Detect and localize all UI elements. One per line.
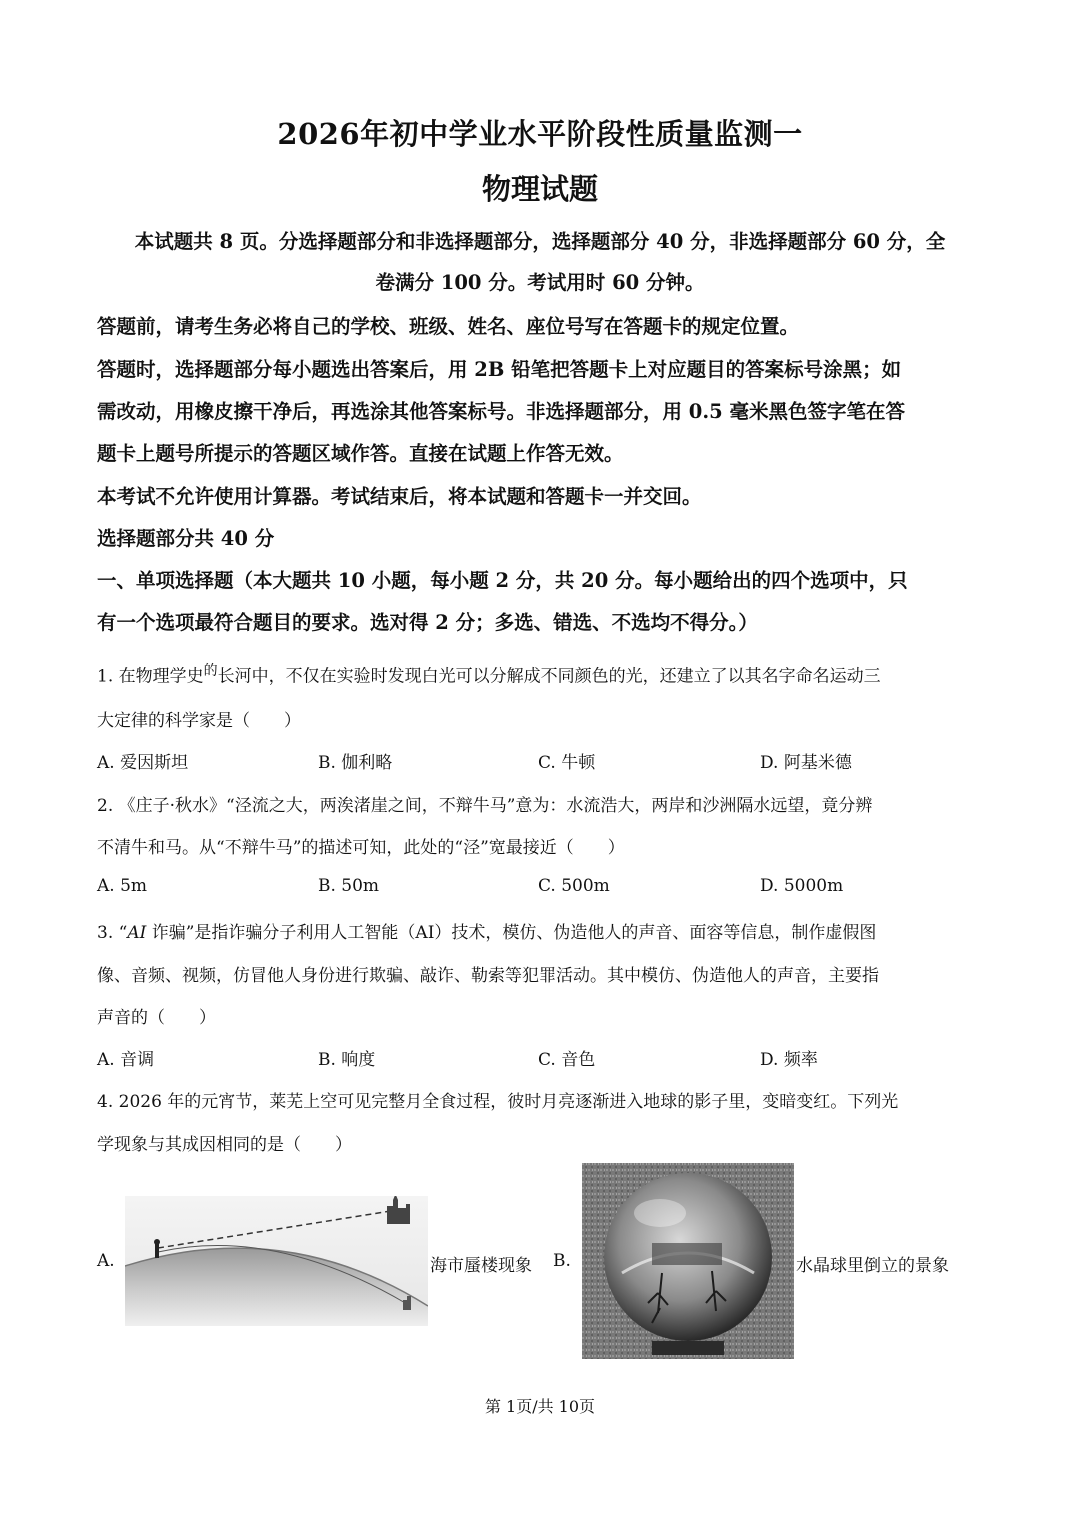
question-3-text-rest: 诈骗”是指诈骗分子利用人工智能（AI）技术，模仿、伪造他人的声音、面容等信息，制作虚假图 — [146, 923, 877, 943]
instructions-line-2: 卷满分 100 分。考试用时 60 分钟。 — [375, 271, 705, 294]
page-footer: 第 1页/共 10页 — [484, 1397, 596, 1416]
question-2-line-1: 2. 《庄子·秋水》“泾流之大，两涘渚崖之间，不辩牛马”意为：水流浩大，两岸和沙洲隔水远望，竟分辨 — [97, 796, 873, 816]
question-3-option-c: C. 音色 — [538, 1050, 596, 1070]
section-label: 选择题部分共 40 分 — [97, 527, 275, 550]
subject-title: 物理试题 — [481, 172, 598, 206]
question-2-option-c: C. 500m — [538, 876, 610, 896]
question-4-line-1: 4. 2026 年的元宵节，莱芜上空可见完整月全食过程，彼时月亮逐渐进入地球的影子里，变暗变红。下列光 — [97, 1092, 899, 1112]
question-1-option-c: C. 牛顿 — [538, 753, 596, 773]
question-4-option-a-label: A. — [97, 1251, 115, 1271]
instructions-line-7: 本考试不允许使用计算器。考试结束后，将本试题和答题卡一并交回。 — [97, 485, 702, 508]
question-1-option-a: A. 爱因斯坦 — [97, 753, 189, 773]
instructions-line-4: 答题时，选择题部分每小题选出答案后，用 2B 铅笔把答题卡上对应题目的答案标号涂黑；如 — [97, 358, 902, 381]
section-heading-line-2: 有一个选项最符合题目的要求。选对得 2 分；多选、错选、不选均不得分。） — [97, 611, 758, 634]
question-4-line-2: 学现象与其成因相同的是（ ） — [97, 1135, 352, 1155]
mirage-illustration — [125, 1196, 428, 1326]
question-1-superscript: 的 — [203, 663, 218, 679]
question-1-option-d: D. 阿基米德 — [760, 753, 852, 773]
question-3-ai-italic: AI — [127, 923, 147, 943]
section-heading-line-1: 一、单项选择题（本大题共 10 小题，每小题 2 分，共 20 分。每小题给出的四个选项中，只 — [97, 569, 908, 592]
question-3-line-1 — [97, 918, 876, 943]
question-1-line-2: 大定律的科学家是（ ） — [97, 711, 301, 731]
question-3-option-b: B. 响度 — [318, 1050, 376, 1070]
instructions-line-3: 答题前，请考生务必将自己的学校、班级、姓名、座位号写在答题卡的规定位置。 — [97, 315, 800, 338]
instructions-line-1: 本试题共 8 页。分选择题部分和非选择题部分，选择题部分 40 分，非选择题部分 60 分，全 — [134, 230, 946, 253]
question-2-option-d: D. 5000m — [760, 876, 844, 896]
question-1-line-1 — [97, 660, 881, 687]
question-4-option-a-caption: 海市蜃楼现象 — [430, 1256, 532, 1276]
question-2-line-2: 不清牛和马。从“不辩牛马”的描述可知，此处的“泾”宽最接近（ ） — [97, 838, 625, 858]
question-3-line-3: 声音的（ ） — [97, 1008, 216, 1028]
question-1-text-start: 1. 在物理学史 — [97, 666, 204, 687]
question-4-option-b-caption: 水晶球里倒立的景象 — [796, 1256, 949, 1276]
instructions-line-6: 题卡上题号所提示的答题区域作答。直接在试题上作答无效。 — [97, 442, 624, 465]
question-3-option-a: A. 音调 — [97, 1050, 155, 1070]
question-1-option-b: B. 伽利略 — [318, 753, 393, 773]
question-3-text-start: 3. “ — [97, 923, 128, 943]
question-1-text-rest: 长河中，不仅在实验时发现白光可以分解成不同颜色的光，还建立了以其名字命名运动三 — [217, 666, 881, 687]
exam-title: 2026年初中学业水平阶段性质量监测一 — [277, 117, 803, 151]
question-4-option-b-label: B. — [553, 1251, 571, 1271]
question-3-option-d: D. 频率 — [760, 1050, 818, 1070]
question-2-option-b: B. 50m — [318, 876, 380, 896]
question-3-line-2: 像、音频、视频，仿冒他人身份进行欺骗、敲诈、勒索等犯罪活动。其中模仿、伪造他人的声音，主要指 — [97, 966, 879, 986]
crystal-ball-illustration — [582, 1163, 794, 1359]
instructions-line-5: 需改动，用橡皮擦干净后，再选涂其他答案标号。非选择题部分，用 0.5 毫米黑色签字笔在答 — [97, 400, 906, 423]
question-2-option-a: A. 5m — [97, 876, 148, 896]
